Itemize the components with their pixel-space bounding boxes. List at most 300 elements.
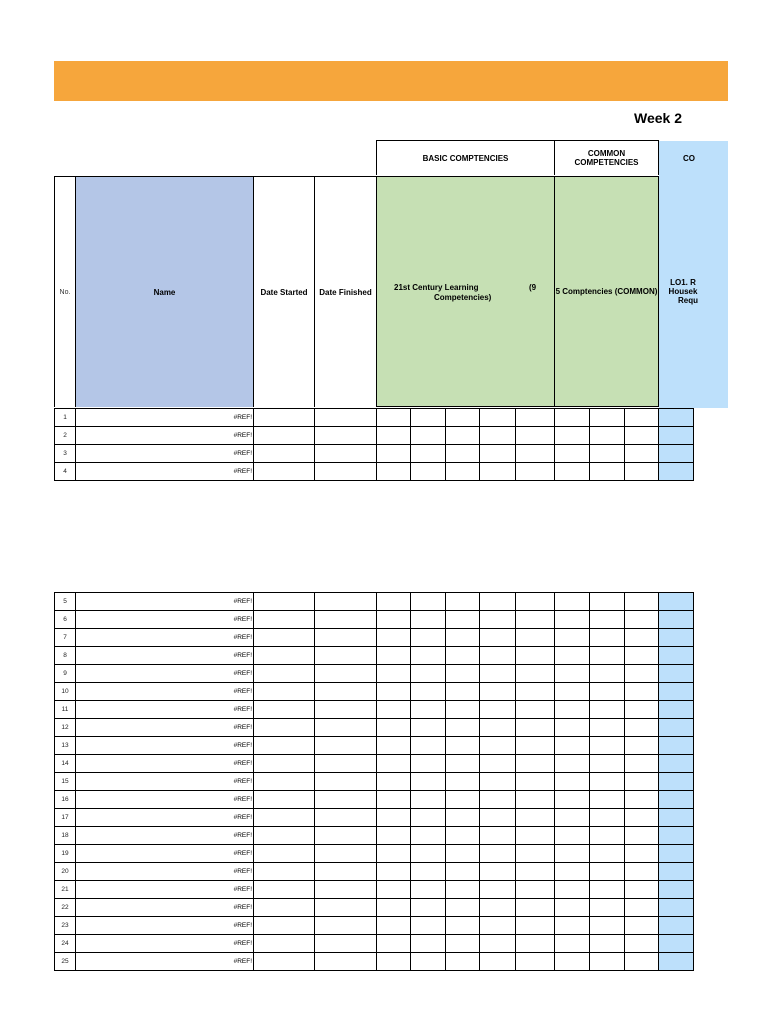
competency-cell[interactable] <box>625 427 659 445</box>
row-number-cell[interactable]: 19 <box>55 845 76 863</box>
date-finished-cell[interactable] <box>315 809 377 827</box>
competency-cell[interactable] <box>590 845 625 863</box>
date-finished-cell[interactable] <box>315 701 377 719</box>
competency-cell[interactable] <box>446 427 480 445</box>
date-started-cell[interactable] <box>254 593 315 611</box>
date-started-cell[interactable] <box>254 809 315 827</box>
competency-cell[interactable] <box>555 863 590 881</box>
core-competency-cell[interactable] <box>659 593 694 611</box>
competency-cell[interactable] <box>555 611 590 629</box>
name-cell[interactable]: #REF! <box>76 593 254 611</box>
row-number-cell[interactable]: 9 <box>55 665 76 683</box>
competency-cell[interactable] <box>411 845 446 863</box>
core-competency-cell[interactable] <box>659 719 694 737</box>
competency-cell[interactable] <box>590 409 625 427</box>
date-started-cell[interactable] <box>254 953 315 971</box>
row-number-cell[interactable]: 11 <box>55 701 76 719</box>
competency-cell[interactable] <box>625 409 659 427</box>
competency-cell[interactable] <box>480 827 516 845</box>
competency-cell[interactable] <box>446 755 480 773</box>
row-number-cell[interactable]: 18 <box>55 827 76 845</box>
date-finished-cell[interactable] <box>315 611 377 629</box>
core-competency-cell[interactable] <box>659 463 694 481</box>
competency-cell[interactable] <box>446 917 480 935</box>
competency-cell[interactable] <box>625 881 659 899</box>
competency-cell[interactable] <box>411 809 446 827</box>
competency-cell[interactable] <box>411 463 446 481</box>
competency-cell[interactable] <box>377 845 411 863</box>
competency-cell[interactable] <box>377 899 411 917</box>
core-competency-cell[interactable] <box>659 809 694 827</box>
competency-cell[interactable] <box>446 463 480 481</box>
core-competency-cell[interactable] <box>659 953 694 971</box>
competency-cell[interactable] <box>625 845 659 863</box>
name-cell[interactable]: #REF! <box>76 737 254 755</box>
name-cell[interactable]: #REF! <box>76 463 254 481</box>
name-cell[interactable]: #REF! <box>76 683 254 701</box>
competency-cell[interactable] <box>377 611 411 629</box>
competency-cell[interactable] <box>446 665 480 683</box>
date-started-cell[interactable] <box>254 917 315 935</box>
competency-cell[interactable] <box>516 773 555 791</box>
row-number-cell[interactable]: 20 <box>55 863 76 881</box>
date-started-cell[interactable] <box>254 629 315 647</box>
competency-cell[interactable] <box>377 863 411 881</box>
competency-cell[interactable] <box>555 953 590 971</box>
competency-cell[interactable] <box>590 827 625 845</box>
core-competency-cell[interactable] <box>659 683 694 701</box>
row-number-cell[interactable]: 14 <box>55 755 76 773</box>
date-finished-cell[interactable] <box>315 791 377 809</box>
competency-cell[interactable] <box>516 863 555 881</box>
date-finished-cell[interactable] <box>315 427 377 445</box>
competency-cell[interactable] <box>516 791 555 809</box>
competency-cell[interactable] <box>480 647 516 665</box>
date-started-cell[interactable] <box>254 427 315 445</box>
competency-cell[interactable] <box>377 809 411 827</box>
row-number-cell[interactable]: 13 <box>55 737 76 755</box>
competency-cell[interactable] <box>411 427 446 445</box>
competency-cell[interactable] <box>625 917 659 935</box>
competency-cell[interactable] <box>411 755 446 773</box>
competency-cell[interactable] <box>480 445 516 463</box>
core-competency-cell[interactable] <box>659 629 694 647</box>
competency-cell[interactable] <box>480 463 516 481</box>
competency-cell[interactable] <box>516 629 555 647</box>
competency-cell[interactable] <box>377 445 411 463</box>
competency-cell[interactable] <box>377 917 411 935</box>
competency-cell[interactable] <box>590 719 625 737</box>
competency-cell[interactable] <box>516 463 555 481</box>
competency-cell[interactable] <box>411 701 446 719</box>
competency-cell[interactable] <box>555 629 590 647</box>
competency-cell[interactable] <box>480 773 516 791</box>
competency-cell[interactable] <box>625 755 659 773</box>
core-competency-cell[interactable] <box>659 935 694 953</box>
date-finished-cell[interactable] <box>315 463 377 481</box>
competency-cell[interactable] <box>377 647 411 665</box>
competency-cell[interactable] <box>625 445 659 463</box>
competency-cell[interactable] <box>446 899 480 917</box>
date-finished-cell[interactable] <box>315 827 377 845</box>
competency-cell[interactable] <box>411 881 446 899</box>
competency-cell[interactable] <box>555 463 590 481</box>
date-started-cell[interactable] <box>254 827 315 845</box>
competency-cell[interactable] <box>377 683 411 701</box>
competency-cell[interactable] <box>411 719 446 737</box>
row-number-cell[interactable]: 22 <box>55 899 76 917</box>
date-started-cell[interactable] <box>254 463 315 481</box>
competency-cell[interactable] <box>516 683 555 701</box>
date-started-cell[interactable] <box>254 445 315 463</box>
date-finished-cell[interactable] <box>315 647 377 665</box>
competency-cell[interactable] <box>516 917 555 935</box>
row-number-cell[interactable]: 12 <box>55 719 76 737</box>
competency-cell[interactable] <box>377 755 411 773</box>
competency-cell[interactable] <box>480 737 516 755</box>
competency-cell[interactable] <box>377 665 411 683</box>
row-number-cell[interactable]: 10 <box>55 683 76 701</box>
competency-cell[interactable] <box>590 683 625 701</box>
competency-cell[interactable] <box>480 935 516 953</box>
competency-cell[interactable] <box>516 611 555 629</box>
competency-cell[interactable] <box>555 445 590 463</box>
competency-cell[interactable] <box>480 409 516 427</box>
competency-cell[interactable] <box>377 737 411 755</box>
date-finished-cell[interactable] <box>315 737 377 755</box>
competency-cell[interactable] <box>590 881 625 899</box>
competency-cell[interactable] <box>377 827 411 845</box>
core-competency-cell[interactable] <box>659 917 694 935</box>
date-started-cell[interactable] <box>254 755 315 773</box>
name-cell[interactable]: #REF! <box>76 445 254 463</box>
date-started-cell[interactable] <box>254 737 315 755</box>
competency-cell[interactable] <box>555 737 590 755</box>
competency-cell[interactable] <box>411 737 446 755</box>
competency-cell[interactable] <box>625 629 659 647</box>
competency-cell[interactable] <box>446 701 480 719</box>
competency-cell[interactable] <box>411 935 446 953</box>
competency-cell[interactable] <box>516 935 555 953</box>
date-finished-cell[interactable] <box>315 629 377 647</box>
date-started-cell[interactable] <box>254 611 315 629</box>
core-competency-cell[interactable] <box>659 409 694 427</box>
core-competency-cell[interactable] <box>659 701 694 719</box>
competency-cell[interactable] <box>516 665 555 683</box>
name-cell[interactable]: #REF! <box>76 881 254 899</box>
competency-cell[interactable] <box>480 593 516 611</box>
date-started-cell[interactable] <box>254 665 315 683</box>
competency-cell[interactable] <box>555 409 590 427</box>
date-finished-cell[interactable] <box>315 719 377 737</box>
row-number-cell[interactable]: 17 <box>55 809 76 827</box>
core-competency-cell[interactable] <box>659 647 694 665</box>
date-finished-cell[interactable] <box>315 445 377 463</box>
competency-cell[interactable] <box>555 427 590 445</box>
competency-cell[interactable] <box>411 611 446 629</box>
competency-cell[interactable] <box>590 463 625 481</box>
competency-cell[interactable] <box>516 899 555 917</box>
name-cell[interactable]: #REF! <box>76 409 254 427</box>
competency-cell[interactable] <box>516 409 555 427</box>
name-cell[interactable]: #REF! <box>76 719 254 737</box>
competency-cell[interactable] <box>377 719 411 737</box>
competency-cell[interactable] <box>480 719 516 737</box>
competency-cell[interactable] <box>590 701 625 719</box>
competency-cell[interactable] <box>377 773 411 791</box>
name-cell[interactable]: #REF! <box>76 845 254 863</box>
row-number-cell[interactable]: 5 <box>55 593 76 611</box>
competency-cell[interactable] <box>555 827 590 845</box>
competency-cell[interactable] <box>555 773 590 791</box>
row-number-cell[interactable]: 15 <box>55 773 76 791</box>
core-competency-cell[interactable] <box>659 863 694 881</box>
date-finished-cell[interactable] <box>315 409 377 427</box>
competency-cell[interactable] <box>446 827 480 845</box>
name-cell[interactable]: #REF! <box>76 647 254 665</box>
date-finished-cell[interactable] <box>315 683 377 701</box>
competency-cell[interactable] <box>555 755 590 773</box>
competency-cell[interactable] <box>377 427 411 445</box>
competency-cell[interactable] <box>446 791 480 809</box>
competency-cell[interactable] <box>446 629 480 647</box>
date-finished-cell[interactable] <box>315 881 377 899</box>
competency-cell[interactable] <box>590 665 625 683</box>
name-cell[interactable]: #REF! <box>76 773 254 791</box>
core-competency-cell[interactable] <box>659 611 694 629</box>
competency-cell[interactable] <box>625 863 659 881</box>
date-started-cell[interactable] <box>254 863 315 881</box>
date-started-cell[interactable] <box>254 647 315 665</box>
competency-cell[interactable] <box>625 647 659 665</box>
competency-cell[interactable] <box>555 683 590 701</box>
core-competency-cell[interactable] <box>659 737 694 755</box>
competency-cell[interactable] <box>516 755 555 773</box>
date-finished-cell[interactable] <box>315 755 377 773</box>
competency-cell[interactable] <box>377 881 411 899</box>
competency-cell[interactable] <box>555 791 590 809</box>
competency-cell[interactable] <box>590 445 625 463</box>
competency-cell[interactable] <box>516 647 555 665</box>
name-cell[interactable]: #REF! <box>76 809 254 827</box>
competency-cell[interactable] <box>446 409 480 427</box>
competency-cell[interactable] <box>411 683 446 701</box>
date-finished-cell[interactable] <box>315 935 377 953</box>
competency-cell[interactable] <box>590 773 625 791</box>
date-started-cell[interactable] <box>254 683 315 701</box>
competency-cell[interactable] <box>411 629 446 647</box>
competency-cell[interactable] <box>625 737 659 755</box>
competency-cell[interactable] <box>590 427 625 445</box>
name-cell[interactable]: #REF! <box>76 863 254 881</box>
competency-cell[interactable] <box>625 935 659 953</box>
competency-cell[interactable] <box>625 611 659 629</box>
competency-cell[interactable] <box>625 809 659 827</box>
competency-cell[interactable] <box>377 593 411 611</box>
competency-cell[interactable] <box>377 701 411 719</box>
competency-cell[interactable] <box>480 953 516 971</box>
competency-cell[interactable] <box>555 719 590 737</box>
competency-cell[interactable] <box>446 683 480 701</box>
competency-cell[interactable] <box>480 683 516 701</box>
competency-cell[interactable] <box>446 935 480 953</box>
date-started-cell[interactable] <box>254 773 315 791</box>
date-started-cell[interactable] <box>254 935 315 953</box>
competency-cell[interactable] <box>625 899 659 917</box>
competency-cell[interactable] <box>446 737 480 755</box>
date-started-cell[interactable] <box>254 881 315 899</box>
core-competency-cell[interactable] <box>659 755 694 773</box>
core-competency-cell[interactable] <box>659 773 694 791</box>
competency-cell[interactable] <box>480 611 516 629</box>
competency-cell[interactable] <box>377 791 411 809</box>
date-finished-cell[interactable] <box>315 863 377 881</box>
row-number-cell[interactable]: 23 <box>55 917 76 935</box>
competency-cell[interactable] <box>446 863 480 881</box>
competency-cell[interactable] <box>411 953 446 971</box>
competency-cell[interactable] <box>555 593 590 611</box>
competency-cell[interactable] <box>377 953 411 971</box>
name-cell[interactable]: #REF! <box>76 755 254 773</box>
name-cell[interactable]: #REF! <box>76 899 254 917</box>
competency-cell[interactable] <box>446 719 480 737</box>
name-cell[interactable]: #REF! <box>76 953 254 971</box>
competency-cell[interactable] <box>446 445 480 463</box>
competency-cell[interactable] <box>480 845 516 863</box>
competency-cell[interactable] <box>446 773 480 791</box>
competency-cell[interactable] <box>446 809 480 827</box>
date-started-cell[interactable] <box>254 791 315 809</box>
competency-cell[interactable] <box>446 845 480 863</box>
competency-cell[interactable] <box>590 737 625 755</box>
competency-cell[interactable] <box>625 719 659 737</box>
competency-cell[interactable] <box>555 647 590 665</box>
date-finished-cell[interactable] <box>315 593 377 611</box>
competency-cell[interactable] <box>377 935 411 953</box>
competency-cell[interactable] <box>411 917 446 935</box>
competency-cell[interactable] <box>411 863 446 881</box>
date-started-cell[interactable] <box>254 845 315 863</box>
competency-cell[interactable] <box>590 863 625 881</box>
date-finished-cell[interactable] <box>315 773 377 791</box>
core-competency-cell[interactable] <box>659 445 694 463</box>
competency-cell[interactable] <box>590 647 625 665</box>
name-cell[interactable]: #REF! <box>76 917 254 935</box>
competency-cell[interactable] <box>411 827 446 845</box>
row-number-cell[interactable]: 21 <box>55 881 76 899</box>
competency-cell[interactable] <box>590 629 625 647</box>
row-number-cell[interactable]: 7 <box>55 629 76 647</box>
row-number-cell[interactable]: 1 <box>55 409 76 427</box>
competency-cell[interactable] <box>446 881 480 899</box>
competency-cell[interactable] <box>625 683 659 701</box>
competency-cell[interactable] <box>590 611 625 629</box>
core-competency-cell[interactable] <box>659 665 694 683</box>
competency-cell[interactable] <box>555 899 590 917</box>
competency-cell[interactable] <box>590 917 625 935</box>
date-started-cell[interactable] <box>254 409 315 427</box>
row-number-cell[interactable]: 24 <box>55 935 76 953</box>
name-cell[interactable]: #REF! <box>76 827 254 845</box>
name-cell[interactable]: #REF! <box>76 427 254 445</box>
competency-cell[interactable] <box>625 773 659 791</box>
competency-cell[interactable] <box>590 791 625 809</box>
competency-cell[interactable] <box>516 737 555 755</box>
row-number-cell[interactable]: 6 <box>55 611 76 629</box>
competency-cell[interactable] <box>516 719 555 737</box>
competency-cell[interactable] <box>480 665 516 683</box>
competency-cell[interactable] <box>480 701 516 719</box>
competency-cell[interactable] <box>516 845 555 863</box>
core-competency-cell[interactable] <box>659 881 694 899</box>
competency-cell[interactable] <box>625 701 659 719</box>
competency-cell[interactable] <box>625 953 659 971</box>
competency-cell[interactable] <box>446 953 480 971</box>
competency-cell[interactable] <box>480 791 516 809</box>
competency-cell[interactable] <box>446 647 480 665</box>
row-number-cell[interactable]: 16 <box>55 791 76 809</box>
competency-cell[interactable] <box>411 773 446 791</box>
competency-cell[interactable] <box>446 593 480 611</box>
competency-cell[interactable] <box>411 409 446 427</box>
competency-cell[interactable] <box>480 863 516 881</box>
competency-cell[interactable] <box>625 827 659 845</box>
name-cell[interactable]: #REF! <box>76 701 254 719</box>
competency-cell[interactable] <box>411 899 446 917</box>
competency-cell[interactable] <box>555 665 590 683</box>
competency-cell[interactable] <box>377 409 411 427</box>
core-competency-cell[interactable] <box>659 427 694 445</box>
name-cell[interactable]: #REF! <box>76 611 254 629</box>
competency-cell[interactable] <box>516 827 555 845</box>
name-cell[interactable]: #REF! <box>76 665 254 683</box>
core-competency-cell[interactable] <box>659 845 694 863</box>
row-number-cell[interactable]: 8 <box>55 647 76 665</box>
competency-cell[interactable] <box>625 665 659 683</box>
core-competency-cell[interactable] <box>659 899 694 917</box>
competency-cell[interactable] <box>480 917 516 935</box>
competency-cell[interactable] <box>480 755 516 773</box>
competency-cell[interactable] <box>590 953 625 971</box>
competency-cell[interactable] <box>480 427 516 445</box>
competency-cell[interactable] <box>480 899 516 917</box>
competency-cell[interactable] <box>555 845 590 863</box>
competency-cell[interactable] <box>377 463 411 481</box>
row-number-cell[interactable]: 2 <box>55 427 76 445</box>
competency-cell[interactable] <box>411 647 446 665</box>
competency-cell[interactable] <box>480 881 516 899</box>
competency-cell[interactable] <box>625 463 659 481</box>
competency-cell[interactable] <box>516 881 555 899</box>
name-cell[interactable]: #REF! <box>76 935 254 953</box>
competency-cell[interactable] <box>555 701 590 719</box>
core-competency-cell[interactable] <box>659 827 694 845</box>
competency-cell[interactable] <box>555 935 590 953</box>
name-cell[interactable]: #REF! <box>76 791 254 809</box>
row-number-cell[interactable]: 25 <box>55 953 76 971</box>
row-number-cell[interactable]: 3 <box>55 445 76 463</box>
competency-cell[interactable] <box>516 953 555 971</box>
competency-cell[interactable] <box>590 755 625 773</box>
competency-cell[interactable] <box>625 791 659 809</box>
competency-cell[interactable] <box>480 629 516 647</box>
competency-cell[interactable] <box>516 809 555 827</box>
name-cell[interactable]: #REF! <box>76 629 254 647</box>
competency-cell[interactable] <box>411 445 446 463</box>
competency-cell[interactable] <box>377 629 411 647</box>
date-started-cell[interactable] <box>254 899 315 917</box>
competency-cell[interactable] <box>555 881 590 899</box>
